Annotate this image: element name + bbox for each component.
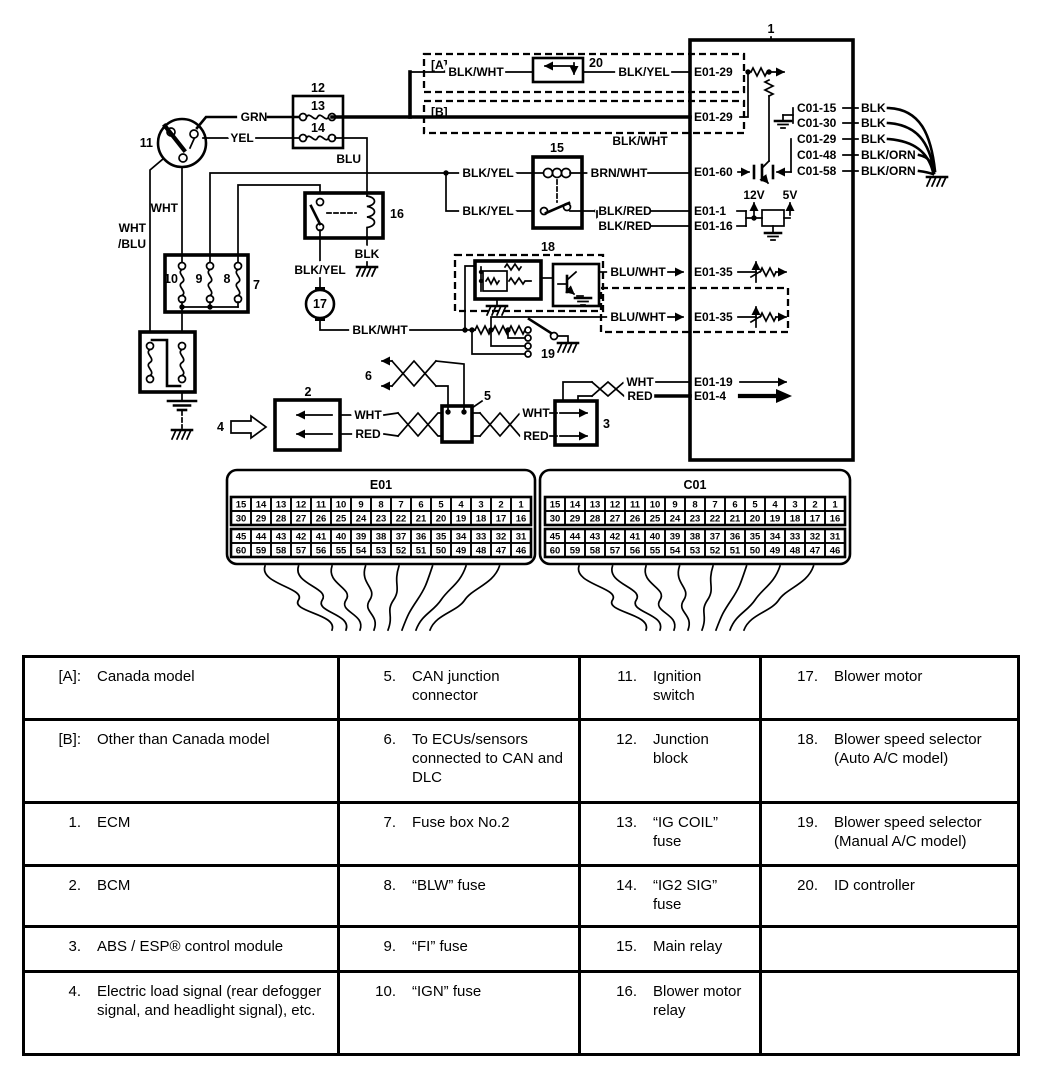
pin-number: 60 <box>549 545 561 557</box>
svg-text:BLK/YEL: BLK/YEL <box>618 65 670 79</box>
svg-text:BLK/RED: BLK/RED <box>598 204 652 218</box>
component-number: 12 <box>311 81 325 95</box>
pin-number: 41 <box>315 531 327 543</box>
pin-label: E01-60 <box>694 165 733 179</box>
pin-number: 16 <box>829 513 841 525</box>
legend-cell <box>762 973 1017 1053</box>
svg-text:BLK/RED: BLK/RED <box>598 219 652 233</box>
pin-number: 16 <box>515 513 527 525</box>
component-number: 6 <box>365 369 372 383</box>
ecm-pwm-symbols <box>738 262 786 327</box>
pin-number: 15 <box>549 499 561 511</box>
pin-number: 30 <box>549 513 561 525</box>
pin-label: C01-48 <box>797 148 837 162</box>
pin-number: 38 <box>375 531 387 543</box>
fusible-link-box <box>140 332 195 392</box>
svg-text:BRN/WHT: BRN/WHT <box>590 166 648 180</box>
component-number: 15 <box>550 141 564 155</box>
legend-cell <box>25 973 337 1053</box>
pin-number: 23 <box>689 513 701 525</box>
svg-text:BLK/YEL: BLK/YEL <box>462 204 514 218</box>
component-number: 3 <box>603 417 610 431</box>
svg-text:BLU: BLU <box>336 152 361 166</box>
pin-number: 13 <box>275 499 287 511</box>
component-number: 16 <box>390 207 404 221</box>
pin-number: 45 <box>549 531 561 543</box>
legend-item-number: [B]: <box>58 731 81 748</box>
pin-number: 42 <box>609 531 621 543</box>
pin-number: 20 <box>435 513 447 525</box>
svg-text:WHT: WHT <box>150 201 178 215</box>
legend-item-number: 14. <box>616 877 637 894</box>
pin-number: 49 <box>455 545 467 557</box>
pin-number: 41 <box>629 531 641 543</box>
svg-text:BLK/WHT: BLK/WHT <box>448 65 504 79</box>
legend-cell <box>25 658 337 718</box>
svg-text:BLK: BLK <box>861 116 886 130</box>
pin-label: C01-30 <box>797 116 837 130</box>
pin-number: 35 <box>435 531 447 543</box>
pin-number: 48 <box>475 545 487 557</box>
variant-box-b <box>424 101 744 148</box>
pin-number: 37 <box>395 531 407 543</box>
pin-number: 9 <box>358 499 364 511</box>
legend-cell <box>25 928 337 970</box>
pin-number: 31 <box>829 531 841 543</box>
pin-number: 14 <box>255 499 267 511</box>
pin-number: 60 <box>235 545 247 557</box>
pin-label: C01-29 <box>797 132 837 146</box>
pin-number: 12 <box>609 499 621 511</box>
pin-number: 35 <box>749 531 761 543</box>
component-number: 14 <box>311 121 325 135</box>
pin-number: 29 <box>255 513 267 525</box>
pin-number: 58 <box>589 545 601 557</box>
legend-item-text: Blower speed selector (Auto A/C model) <box>834 731 982 768</box>
pin-number: 27 <box>295 513 307 525</box>
svg-text:BLK/WHT: BLK/WHT <box>352 323 408 337</box>
legend-item-number: 16. <box>616 983 637 1000</box>
legend-cell <box>25 867 337 925</box>
pin-number: 36 <box>729 531 741 543</box>
can-pair-ecm <box>563 375 792 403</box>
pin-label: E01-35 <box>694 265 733 279</box>
legend-item-text: “IG2 SIG” fuse <box>653 877 718 914</box>
pin-number: 18 <box>475 513 487 525</box>
svg-text:BLK: BLK <box>354 247 380 261</box>
pin-number: 1 <box>518 499 524 511</box>
legend-cell <box>762 928 1017 970</box>
pin-number: 49 <box>769 545 781 557</box>
pin-label: E01-35 <box>694 310 733 324</box>
legend-cell <box>340 973 578 1053</box>
ground-icon <box>765 233 781 240</box>
pin-number: 43 <box>275 531 287 543</box>
svg-text:RED: RED <box>627 389 653 403</box>
wire-bundle <box>578 566 813 630</box>
legend-cell <box>340 928 578 970</box>
legend-item-text: “IG COIL” fuse <box>653 814 719 851</box>
pin-number: 54 <box>669 545 681 557</box>
connector-e01 <box>227 470 535 630</box>
e01-pin-grid <box>231 497 531 557</box>
pin-number: 52 <box>709 545 721 557</box>
pin-number: 11 <box>629 499 641 511</box>
ground-icon <box>172 430 192 439</box>
legend-cell <box>581 804 759 864</box>
legend-cell <box>762 804 1017 864</box>
c01-pin-grid <box>545 497 845 557</box>
bcm-box <box>275 385 340 450</box>
legend-cell <box>25 721 337 801</box>
legend-item-number: 15. <box>616 938 637 955</box>
component-number: 7 <box>253 278 260 292</box>
pin-number: 45 <box>235 531 247 543</box>
main-relay <box>533 141 582 228</box>
pin-number: 38 <box>689 531 701 543</box>
pin-number: 39 <box>355 531 367 543</box>
can-pair-bcm <box>340 408 442 441</box>
component-number: 4 <box>217 420 224 434</box>
pin-number: 26 <box>629 513 641 525</box>
pin-number: 57 <box>609 545 621 557</box>
legend-item-text: Main relay <box>653 938 723 955</box>
component-number: 5 <box>484 389 491 403</box>
legend-item-text: BCM <box>97 877 131 894</box>
ground-icon <box>575 298 591 305</box>
legend-item-number: 2. <box>68 877 81 894</box>
svg-text:/BLU: /BLU <box>118 237 146 251</box>
ground-icon <box>357 267 377 276</box>
pin-number: 24 <box>355 513 367 525</box>
pin-number: 12 <box>295 499 307 511</box>
legend-item-text: CAN junction connector <box>412 668 500 705</box>
pin-number: 18 <box>789 513 801 525</box>
legend-cell <box>762 721 1017 801</box>
pin-number: 39 <box>669 531 681 543</box>
pin-number: 20 <box>749 513 761 525</box>
blower-output-wire <box>320 321 468 337</box>
pin-number: 8 <box>692 499 698 511</box>
legend-item-number: 9. <box>383 938 396 955</box>
pin-number: 10 <box>335 499 347 511</box>
pin-number: 7 <box>712 499 718 511</box>
pin-number: 47 <box>809 545 821 557</box>
component-number: 1 <box>767 22 775 36</box>
legend-item-number: [A]: <box>58 668 81 685</box>
svg-text:BLU/WHT: BLU/WHT <box>610 310 666 324</box>
pin-number: 51 <box>729 545 741 557</box>
can-junction-connector <box>442 389 491 442</box>
legend-item-text: Ignition switch <box>653 668 702 705</box>
legend-item-number: 20. <box>797 877 818 894</box>
svg-text:WHT: WHT <box>354 408 382 422</box>
legend-item-number: 7. <box>383 814 396 831</box>
pin-label: E01-19 <box>694 375 733 389</box>
legend-item-text: Blower speed selector (Manual A/C model) <box>834 814 982 851</box>
legend-item-text: ABS / ESP® control module <box>97 938 284 955</box>
pin-number: 59 <box>255 545 267 557</box>
legend-item-number: 1. <box>68 814 81 831</box>
blower-motor <box>306 287 334 321</box>
legend-item-number: 6. <box>383 731 396 748</box>
component-number: 8 <box>223 272 231 286</box>
legend-item-number: 5. <box>383 668 396 685</box>
pin-number: 56 <box>629 545 641 557</box>
component-number: 2 <box>304 385 312 399</box>
component-number: 20 <box>589 56 603 70</box>
legend-cell <box>25 804 337 864</box>
pin-number: 22 <box>395 513 407 525</box>
legend-item-text: “FI” fuse <box>412 938 468 955</box>
legend-cell <box>340 658 578 718</box>
pin-number: 44 <box>569 531 581 543</box>
legend-item-number: 13. <box>616 814 637 831</box>
pin-number: 32 <box>495 531 507 543</box>
component-number: 9 <box>195 272 203 286</box>
svg-text:BLK: BLK <box>861 132 886 146</box>
legend-cell <box>581 867 759 925</box>
pin-number: 4 <box>458 499 464 511</box>
pin-number: 53 <box>689 545 701 557</box>
pin-number: 55 <box>649 545 661 557</box>
legend-cell <box>762 658 1017 718</box>
component-number: 19 <box>541 347 555 361</box>
pin-number: 10 <box>649 499 661 511</box>
legend-item-text: To ECUs/sensors connected to CAN and DLC <box>412 731 563 787</box>
legend-item-number: 4. <box>68 983 81 1000</box>
legend-cell <box>581 928 759 970</box>
svg-text:YEL: YEL <box>230 131 254 145</box>
pin-label: E01-29 <box>694 65 733 79</box>
legend-item-text: Electric load signal (rear defogger signal, and headlight signal), etc. <box>97 983 322 1020</box>
connector-title: C01 <box>683 478 707 492</box>
legend-item-number: 12. <box>616 731 637 748</box>
pin-number: 6 <box>418 499 424 511</box>
ecm-driver-cluster <box>738 161 791 183</box>
pin-label: E01-1 <box>694 204 727 218</box>
connector-title: E01 <box>369 478 393 492</box>
svg-text:BLK/ORN: BLK/ORN <box>861 148 916 162</box>
legend-item-text: Canada model <box>97 668 195 685</box>
pin-number: 54 <box>355 545 367 557</box>
pin-number: 50 <box>749 545 761 557</box>
pin-number: 40 <box>335 531 347 543</box>
legend-item-text: Blower motor relay <box>653 983 742 1020</box>
component-number: 17 <box>313 297 327 311</box>
legend-item-number: 8. <box>383 877 396 894</box>
pin-number: 57 <box>295 545 307 557</box>
legend-item-text: ECM <box>97 814 131 831</box>
pin-label: E01-16 <box>694 219 733 233</box>
pin-number: 6 <box>732 499 738 511</box>
svg-text:BLK/WHT: BLK/WHT <box>612 134 668 148</box>
pin-number: 21 <box>729 513 741 525</box>
pin-number: 4 <box>772 499 778 511</box>
pin-number: 11 <box>315 499 327 511</box>
legend-item-number: 17. <box>797 668 818 685</box>
legend-item-number: 10. <box>375 983 396 1000</box>
legend-item-number: 3. <box>68 938 81 955</box>
legend-item-number: 11. <box>617 668 637 685</box>
pin-number: 34 <box>769 531 781 543</box>
svg-text:BLK/YEL: BLK/YEL <box>462 166 514 180</box>
pin-number: 51 <box>415 545 427 557</box>
pin-number: 56 <box>315 545 327 557</box>
component-number: 11 <box>139 136 153 150</box>
legend-cell <box>340 804 578 864</box>
svg-text:WHT: WHT <box>626 375 654 389</box>
svg-text:RED: RED <box>523 429 549 443</box>
pin-number: 27 <box>609 513 621 525</box>
pin-number: 15 <box>235 499 247 511</box>
ground-icon <box>558 343 578 352</box>
pin-number: 32 <box>809 531 821 543</box>
pin-number: 36 <box>415 531 427 543</box>
main-relay-wires <box>570 165 733 233</box>
component-number: 18 <box>541 240 555 254</box>
pin-number: 34 <box>455 531 467 543</box>
pin-number: 53 <box>375 545 387 557</box>
pin-number: 28 <box>589 513 601 525</box>
abs-esp-box <box>555 401 610 445</box>
svg-text:5V: 5V <box>782 188 798 202</box>
ignition-switch <box>140 119 206 167</box>
legend-item-text: Blower motor <box>834 668 923 685</box>
legend-cell <box>581 973 759 1053</box>
legend-item-text: ID controller <box>834 877 915 894</box>
ground-icon <box>775 121 791 128</box>
pin-number: 46 <box>515 545 527 557</box>
pin-number: 30 <box>235 513 247 525</box>
pin-number: 33 <box>475 531 487 543</box>
pin-number: 37 <box>709 531 721 543</box>
pin-number: 22 <box>709 513 721 525</box>
svg-text:BLK/ORN: BLK/ORN <box>861 164 916 178</box>
component-number: 13 <box>311 99 325 113</box>
pin-number: 43 <box>589 531 601 543</box>
svg-text:GRN: GRN <box>240 110 268 124</box>
legend-item-text: Junction block <box>653 731 709 768</box>
pin-number: 24 <box>669 513 681 525</box>
wire-bundle <box>264 566 499 630</box>
pin-number: 52 <box>395 545 407 557</box>
svg-text:BLK: BLK <box>861 101 886 115</box>
id-controller-box <box>533 58 583 82</box>
pin-number: 46 <box>829 545 841 557</box>
legend-cell <box>340 721 578 801</box>
electric-load-arrow <box>217 416 266 438</box>
pin-number: 26 <box>315 513 327 525</box>
pin-label: E01-29 <box>694 110 733 124</box>
pin-number: 29 <box>569 513 581 525</box>
ecm-c01-pins <box>775 101 947 186</box>
svg-text:12V: 12V <box>743 188 765 202</box>
legend-item-number: 19. <box>797 814 818 831</box>
legend-cell <box>340 867 578 925</box>
svg-text:BLK/YEL: BLK/YEL <box>294 263 346 277</box>
pin-number: 59 <box>569 545 581 557</box>
ecm-regulator <box>737 188 797 240</box>
pin-number: 25 <box>335 513 347 525</box>
pin-number: 1 <box>832 499 838 511</box>
pin-number: 19 <box>769 513 781 525</box>
legend-cell <box>762 867 1017 925</box>
legend-item-text: “BLW” fuse <box>412 877 486 894</box>
pin-number: 5 <box>752 499 758 511</box>
pin-label: C01-15 <box>797 101 837 115</box>
pin-number: 47 <box>495 545 507 557</box>
legend-cell <box>581 658 759 718</box>
pin-number: 17 <box>809 513 821 525</box>
pin-number: 55 <box>335 545 347 557</box>
pin-number: 5 <box>438 499 444 511</box>
variant-box-a <box>410 54 744 92</box>
pin-number: 8 <box>378 499 384 511</box>
pin-number: 58 <box>275 545 287 557</box>
pin-number: 17 <box>495 513 507 525</box>
pin-label: E01-4 <box>694 389 727 403</box>
legend-item-text: Other than Canada model <box>97 731 270 748</box>
connector-c01 <box>540 470 850 630</box>
pin-number: 13 <box>589 499 601 511</box>
blu-wire <box>335 138 367 196</box>
pin-number: 23 <box>375 513 387 525</box>
pin-number: 44 <box>255 531 267 543</box>
ground-icon <box>927 177 947 186</box>
svg-text:RED: RED <box>355 427 381 441</box>
variant-b-label: [B] <box>431 105 448 119</box>
legend-item-number: 18. <box>797 731 818 748</box>
battery-symbol <box>168 392 196 439</box>
pin-number: 9 <box>672 499 678 511</box>
pin-number: 7 <box>398 499 404 511</box>
fuse-box-no2 <box>164 255 260 312</box>
pin-number: 28 <box>275 513 287 525</box>
legend-item-text: “IGN” fuse <box>412 983 482 1000</box>
pin-number: 33 <box>789 531 801 543</box>
pin-number: 3 <box>478 499 484 511</box>
legend-table <box>22 655 1020 1056</box>
can-pair-abs <box>472 406 557 443</box>
svg-text:WHT: WHT <box>118 221 146 235</box>
pin-number: 3 <box>792 499 798 511</box>
svg-text:BLU/WHT: BLU/WHT <box>610 265 666 279</box>
legend-item-text: Fuse box No.2 <box>412 814 510 831</box>
legend-cell <box>581 721 759 801</box>
pin-number: 21 <box>415 513 427 525</box>
pin-number: 19 <box>455 513 467 525</box>
pin-number: 2 <box>498 499 504 511</box>
svg-text:WHT: WHT <box>522 406 550 420</box>
variant-a-label: [A] <box>431 58 448 72</box>
pin-number: 2 <box>812 499 818 511</box>
pin-number: 48 <box>789 545 801 557</box>
pin-number: 14 <box>569 499 581 511</box>
pin-number: 40 <box>649 531 661 543</box>
pin-number: 50 <box>435 545 447 557</box>
component-number: 10 <box>164 272 178 286</box>
pin-number: 31 <box>515 531 527 543</box>
pin-number: 25 <box>649 513 661 525</box>
pin-label: C01-58 <box>797 164 837 178</box>
pin-number: 42 <box>295 531 307 543</box>
